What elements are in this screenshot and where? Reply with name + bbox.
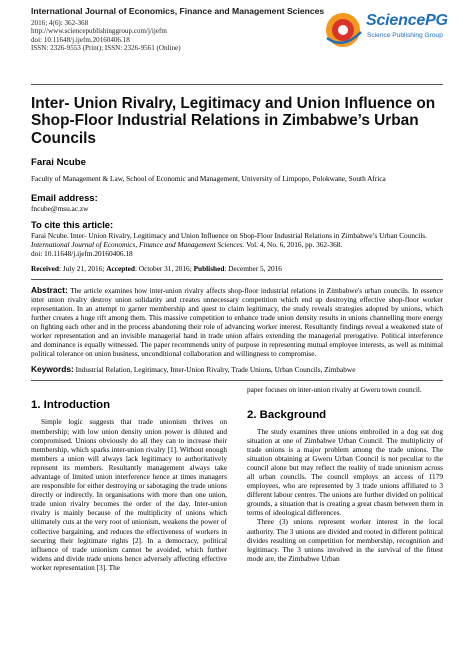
introduction-heading: 1. Introduction: [31, 399, 111, 412]
published-date: : December 5, 2016: [224, 264, 282, 274]
citation: [31, 232, 443, 258]
article-dates: [31, 264, 443, 273]
cite-heading: To cite this article:: [31, 219, 114, 231]
journal-url[interactable]: http://www.sciencepublishinggroup.com/j/ijefm: [31, 27, 167, 36]
journal-meta: [31, 19, 181, 52]
citation-text: Farai Ncube. Inter- Union Rivalry, Legitimacy and Union Influence on Shop-Floor Industrial Relations in Zimbabwe’s Urban Councils.: [31, 231, 427, 241]
article-title: Inter- Union Rivalry, Legitimacy and Union Influence on Shop-Floor Industrial Relations in Zimbabwe’s Urban Councils: [31, 95, 436, 147]
logo-subtitle: Science Publishing Group: [367, 32, 443, 39]
published-label: Published: [193, 264, 225, 274]
background-paragraph-2: Three (3) unions represent worker interest in the local authority. The 3 unions are divided and rooted in different political divides resulting on competition for membership, recognition and legitimacy. The 3 unions involved in the survival of the fittest mode are, the Zimbabwe Urban: [247, 517, 443, 563]
header-rule: [31, 84, 443, 85]
logo-text: SciencePG: [366, 12, 448, 29]
author-name: Farai Ncube: [31, 157, 86, 169]
received-date: : July 21, 2016;: [58, 264, 107, 274]
keywords: [31, 364, 443, 374]
journal-header: [31, 0, 448, 84]
author-email[interactable]: fncube@msu.ac.zw: [31, 203, 89, 213]
author-affiliation: Faculty of Management & Law, School of Economic and Management, University of Limpopo, Polokwane, South Africa: [31, 174, 386, 184]
introduction-paragraph: Simple logic suggests that trade unionism thrives on membership; with low union density union power is diluted and compromised. Unions obviously do all they can to increase their membership, which sparks inter-union rivalry [1]. Without enough members a union will always lack legitimacy to authoritatively represent its members. Resultantly management always take advantage of limited union interference hence at times managers are responsible for either destroying or sabotaging the trade unions directly or indirectly. In organisations with more than one union, trade union rivalry becomes the order of the day. Inter-union rivalry is mainly because of the multiplicity of unions which ultimately cuts at the very root of unionism, weakens the power of collective bargaining, and reduces the effectiveness of workers in securing their legitimate rights [2]. In a democracy, political influence of trade unionism cannot be avoided, which further widens and divide trade unions hence adversely affecting effective worker representation [3]. The: [31, 417, 227, 572]
received-label: Received: [31, 264, 59, 274]
background-heading: 2. Background: [247, 408, 327, 421]
abstract-text: The article examines how inter-union rivalry affects shop-floor industrial relations in Zimbabwe's urban councils. In essence inter union rivalry destroy union solidarity and creates unnecessary competition which end up destroying effective shop-floor worker representation. In an attempt to garner membership and quest to claim legitimacy, the study reveals strategies adopted by unions, which further creates a huge rift among them. This massive competition to enhance trade union density results in unions channelling more energy on fighting each other and in the process abandoning their role of advancing worker interest. Resultantly findings reveal a weakened state of worker representation and an invisible managerial hand in trade union affairs extending the managerial prerogative. Political interference and dominance is equally witnessed. The paper recommends unity of purpose in representing mutual employee interests, as well as minimal political tolerance on union business, unconditional collaboration and willingness to compromise.: [31, 286, 443, 358]
sciencepg-logo-icon: [321, 10, 365, 50]
body-columns: [31, 385, 443, 572]
email-heading: Email address:: [31, 191, 98, 203]
issn-line: ISSN: 2326-9553 (Print); ISSN: 2326-9561 (Online): [31, 43, 181, 52]
citation-journal: International Journal of Economics, Finance and Management Sciences.: [31, 240, 245, 249]
journal-title: International Journal of Economics, Finance and Management Sciences: [31, 6, 325, 16]
background-paragraph-1: The study examines three unions embroiled in a dog eat dog situation at one of Zimbabwe Urban Council. The multiplicity of trade unions is a major problem among the trade unions. The situation obtaining at Gweru Urban Council is not peculiar to the council alone but may reflect the reality of trade unionism across all urban councils. The council employs an access of 1179 employees, who are represented by 3 trade unions affiliated to 3 different labour centres. The unions are further divided on political grounds, a situation that is creating a great chasm between them in terms of ideological differences.: [247, 426, 443, 518]
left-column: [31, 385, 227, 572]
citation-doi[interactable]: doi: 10.11648/j.ijefm.20160406.18: [31, 248, 133, 258]
citation-volume: Vol. 4, No. 6, 2016, pp. 362-368.: [246, 240, 343, 249]
abstract-label: Abstract:: [31, 285, 68, 296]
volume-line: 2016; 4(6): 362-368: [31, 19, 89, 27]
publisher-logo: [321, 10, 449, 50]
keywords-label: Keywords:: [31, 364, 74, 375]
accepted-date: : October 31, 2016;: [134, 264, 194, 274]
keywords-text: Industrial Relation, Legitimacy, Inter-Union Rivalry, Trade Unions, Urban Councils, Zimbabwe: [75, 365, 356, 375]
abstract: [31, 286, 443, 358]
right-column: [247, 385, 443, 572]
intro-continuation: paper focuses on inter-union rivalry at Gweru town council.: [247, 385, 422, 395]
accepted-label: Accepted: [106, 264, 135, 274]
doi-line: doi: 10.11648/j.ijefm.20160406.18: [31, 35, 130, 44]
dates-rule: [31, 279, 443, 280]
keywords-rule: [31, 380, 443, 381]
